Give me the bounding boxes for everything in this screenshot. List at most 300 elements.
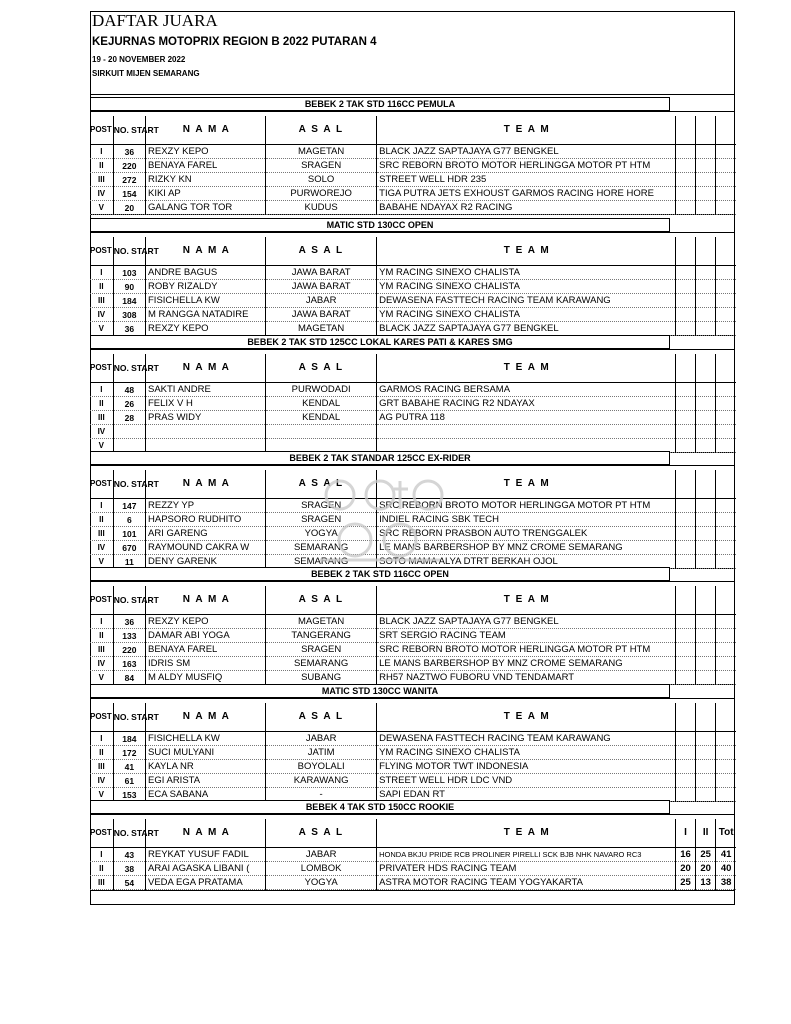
round-2-header [696, 116, 716, 145]
round-1-points: 16 [675, 848, 695, 862]
rider-origin: SRAGEN [266, 643, 377, 657]
position: IV [90, 187, 113, 201]
team-name: HONDA BKJU PRIDE RCB PROLINER PIRELLI SCK BJB NHK NAVARO RC3 [377, 848, 676, 862]
total-points [716, 732, 736, 746]
round-1-points [675, 266, 695, 280]
round-1-points [675, 201, 695, 215]
result-row [90, 746, 736, 760]
round-1-header [675, 703, 695, 732]
rider-origin: MAGETAN [266, 615, 377, 629]
position: IV [90, 308, 113, 322]
total-points: 41 [716, 848, 736, 862]
pos-header: POST [90, 586, 113, 615]
total-points [716, 294, 736, 308]
start-number: 308 [113, 308, 145, 322]
result-row [90, 201, 736, 215]
asal-header: A S A L [266, 354, 377, 383]
start-number: 184 [113, 732, 145, 746]
rider-name: M RANGGA NATADIRE [146, 308, 266, 322]
total-points [716, 145, 736, 159]
rider-origin: PURWOREJO [266, 187, 377, 201]
team-name: INDIEL RACING SBK TECH [377, 513, 676, 527]
rider-origin: SRAGEN [266, 159, 377, 173]
round-1-header [675, 586, 695, 615]
asal-header: A S A L [266, 703, 377, 732]
team-name: SRC REBORN BROTO MOTOR HERLINGGA MOTOR PT HTM [377, 499, 676, 513]
round-1-header [675, 354, 695, 383]
total-points: 38 [716, 876, 736, 890]
round-2-points [696, 173, 716, 187]
team-name: SRC REBORN BROTO MOTOR HERLINGGA MOTOR PT HTM [377, 643, 676, 657]
start-number: 153 [113, 788, 145, 802]
rider-name: IDRIS SM [146, 657, 266, 671]
no-start-header: NO. START [113, 586, 145, 615]
round-1-points [675, 615, 695, 629]
result-row [90, 629, 736, 643]
start-number: 43 [113, 848, 145, 862]
round-1-points [675, 397, 695, 411]
rider-origin: JAWA BARAT [266, 266, 377, 280]
team-name: BLACK JAZZ SAPTAJAYA G77 BENGKEL [377, 322, 676, 336]
results-table [90, 237, 736, 336]
round-2-points [696, 187, 716, 201]
rider-name: HAPSORO RUDHITO [146, 513, 266, 527]
round-1-header [675, 237, 695, 266]
team-name: SRC REBORN BROTO MOTOR HERLINGGA MOTOR PT HTM [377, 159, 676, 173]
result-row [90, 266, 736, 280]
rider-origin: JAWA BARAT [266, 280, 377, 294]
rider-origin: SRAGEN [266, 513, 377, 527]
round-1-points [675, 187, 695, 201]
rider-origin: SOLO [266, 173, 377, 187]
position: V [90, 671, 113, 685]
result-row [90, 657, 736, 671]
name-header: N A M A [146, 703, 266, 732]
rider-origin: BOYOLALI [266, 760, 377, 774]
round-2-points [696, 513, 716, 527]
pos-header: POST [90, 354, 113, 383]
total-points [716, 280, 736, 294]
position: III [90, 411, 113, 425]
start-number: 220 [113, 159, 145, 173]
round-1-points [675, 527, 695, 541]
total-points [716, 555, 736, 569]
position: I [90, 145, 113, 159]
round-2-header [696, 703, 716, 732]
team-name: AG PUTRA 118 [377, 411, 676, 425]
round-1-points [675, 280, 695, 294]
category-title: BEBEK 2 TAK STANDAR 125CC EX-RIDER [90, 451, 670, 465]
result-row [90, 615, 736, 629]
round-1-points [675, 788, 695, 802]
total-header [716, 703, 736, 732]
team-name: STREET WELL HDR LDC VND [377, 774, 676, 788]
position: I [90, 499, 113, 513]
team-name: GRT BABAHE RACING R2 NDAYAX [377, 397, 676, 411]
round-2-points [696, 383, 716, 397]
pos-header: POST [90, 237, 113, 266]
category-title: BEBEK 2 TAK STD 116CC OPEN [90, 567, 670, 581]
round-1-points [675, 555, 695, 569]
position: V [90, 322, 113, 336]
team-name: FLYING MOTOR TWT INDONESIA [377, 760, 676, 774]
result-row [90, 145, 736, 159]
rider-name: BENAYA FAREL [146, 643, 266, 657]
total-header [716, 354, 736, 383]
total-points [716, 541, 736, 555]
result-row [90, 411, 736, 425]
rider-name: KIKI AP [146, 187, 266, 201]
rider-origin: JABAR [266, 732, 377, 746]
rider-origin: KENDAL [266, 411, 377, 425]
rider-name: GALANG TOR TOR [146, 201, 266, 215]
position: IV [90, 541, 113, 555]
rider-origin: JATIM [266, 746, 377, 760]
round-1-points [675, 513, 695, 527]
round-1-points [675, 425, 695, 439]
position: I [90, 732, 113, 746]
round-2-points: 13 [696, 876, 716, 890]
position: II [90, 280, 113, 294]
rider-origin: SEMARANG [266, 555, 377, 569]
category-title: BEBEK 2 TAK STD 125CC LOKAL KARES PATI & KARES SMG [90, 335, 670, 349]
pos-header: POST [90, 116, 113, 145]
rider-name: REXZY KEPO [146, 322, 266, 336]
start-number: 61 [113, 774, 145, 788]
asal-header: A S A L [266, 470, 377, 499]
start-number: 670 [113, 541, 145, 555]
start-number: 20 [113, 201, 145, 215]
team-header: T E A M [377, 586, 676, 615]
total-points [716, 266, 736, 280]
table-header-row [90, 237, 736, 266]
round-1-points [675, 383, 695, 397]
position: I [90, 266, 113, 280]
asal-header: A S A L [266, 237, 377, 266]
start-number: 272 [113, 173, 145, 187]
round-1-points: 20 [675, 862, 695, 876]
position: III [90, 294, 113, 308]
result-row [90, 527, 736, 541]
round-2-points [696, 439, 716, 453]
result-row [90, 294, 736, 308]
start-number: 54 [113, 876, 145, 890]
start-number: 38 [113, 862, 145, 876]
round-2-points [696, 760, 716, 774]
team-name: GARMOS RACING BERSAMA [377, 383, 676, 397]
start-number: 36 [113, 322, 145, 336]
rider-name: M ALDY MUSFIQ [146, 671, 266, 685]
table-header-row [90, 819, 736, 848]
round-2-points: 25 [696, 848, 716, 862]
round-1-points [675, 322, 695, 336]
round-1-points [675, 732, 695, 746]
rider-name: ECA SABANA [146, 788, 266, 802]
round-1-points [675, 629, 695, 643]
round-2-points [696, 294, 716, 308]
round-1-points [675, 159, 695, 173]
round-2-points [696, 788, 716, 802]
position: I [90, 615, 113, 629]
round-2-header: II [696, 819, 716, 848]
round-1-header [675, 116, 695, 145]
total-points [716, 439, 736, 453]
result-row [90, 876, 736, 890]
team-name: YM RACING SINEXO CHALISTA [377, 308, 676, 322]
team-name: YM RACING SINEXO CHALISTA [377, 280, 676, 294]
round-2-points [696, 657, 716, 671]
team-name: SOTO MAMA ALYA DTRT BERKAH OJOL [377, 555, 676, 569]
no-start-header: NO. START [113, 354, 145, 383]
table-header-row [90, 116, 736, 145]
rider-origin: KENDAL [266, 397, 377, 411]
total-points [716, 760, 736, 774]
rider-origin: YOGYA [266, 876, 377, 890]
result-row [90, 187, 736, 201]
result-row [90, 383, 736, 397]
round-2-points [696, 411, 716, 425]
rider-name: SUCI MULYANI [146, 746, 266, 760]
name-header: N A M A [146, 116, 266, 145]
result-row [90, 308, 736, 322]
round-2-header [696, 354, 716, 383]
no-start-header: NO. START [113, 470, 145, 499]
round-2-points [696, 527, 716, 541]
rider-name: ROBY RIZALDY [146, 280, 266, 294]
round-2-points [696, 774, 716, 788]
team-name: BLACK JAZZ SAPTAJAYA G77 BENGKEL [377, 145, 676, 159]
round-2-points [696, 746, 716, 760]
round-2-points [696, 159, 716, 173]
team-name: LE MANS BARBERSHOP BY MNZ CROME SEMARANG [377, 541, 676, 555]
event-venue: SIRKUIT MIJEN SEMARANG [92, 69, 200, 78]
total-points [716, 746, 736, 760]
rider-name: ARAI AGASKA LIBANI ( [146, 862, 266, 876]
result-row [90, 499, 736, 513]
position: IV [90, 657, 113, 671]
team-header: T E A M [377, 470, 676, 499]
rider-name: REZZY YP [146, 499, 266, 513]
round-2-header [696, 586, 716, 615]
rider-origin: SUBANG [266, 671, 377, 685]
table-header-row [90, 470, 736, 499]
table-header-row [90, 586, 736, 615]
result-row [90, 732, 736, 746]
result-row [90, 643, 736, 657]
team-name: RH57 NAZTWO FUBORU VND TENDAMART [377, 671, 676, 685]
position: IV [90, 774, 113, 788]
event-date: 19 - 20 NOVEMBER 2022 [92, 55, 186, 64]
total-points [716, 425, 736, 439]
asal-header: A S A L [266, 586, 377, 615]
total-header [716, 116, 736, 145]
result-row [90, 774, 736, 788]
total-points [716, 643, 736, 657]
no-start-header: NO. START [113, 819, 145, 848]
position: IV [90, 425, 113, 439]
rider-name: REYKAT YUSUF FADIL [146, 848, 266, 862]
results-table [90, 586, 736, 685]
team-header: T E A M [377, 703, 676, 732]
start-number: 172 [113, 746, 145, 760]
results-table [90, 703, 736, 802]
position: II [90, 629, 113, 643]
start-number: 28 [113, 411, 145, 425]
rider-origin: YOGYA [266, 527, 377, 541]
position: III [90, 643, 113, 657]
category-title: MATIC STD 130CC WANITA [90, 684, 670, 698]
position: III [90, 173, 113, 187]
total-points: 40 [716, 862, 736, 876]
category-title: MATIC STD 130CC OPEN [90, 218, 670, 232]
team-header: T E A M [377, 354, 676, 383]
round-2-points [696, 643, 716, 657]
position: III [90, 760, 113, 774]
start-number: 41 [113, 760, 145, 774]
table-header-row [90, 354, 736, 383]
start-number: 103 [113, 266, 145, 280]
pos-header: POST [90, 703, 113, 732]
total-points [716, 159, 736, 173]
total-points [716, 397, 736, 411]
start-number [113, 425, 145, 439]
round-1-points [675, 643, 695, 657]
name-header: N A M A [146, 470, 266, 499]
rider-origin [266, 425, 377, 439]
position: II [90, 159, 113, 173]
rider-name: DAMAR ABI YOGA [146, 629, 266, 643]
total-points [716, 629, 736, 643]
rider-origin: SEMARANG [266, 657, 377, 671]
asal-header: A S A L [266, 819, 377, 848]
result-row [90, 848, 736, 862]
position: V [90, 439, 113, 453]
round-1-points [675, 746, 695, 760]
rider-name: EGI ARISTA [146, 774, 266, 788]
start-number: 36 [113, 145, 145, 159]
round-2-points [696, 145, 716, 159]
round-2-points [696, 266, 716, 280]
rider-origin: SRAGEN [266, 499, 377, 513]
rider-origin: KARAWANG [266, 774, 377, 788]
total-points [716, 411, 736, 425]
result-row [90, 760, 736, 774]
results-table [90, 470, 736, 569]
rider-name: ARI GARENG [146, 527, 266, 541]
result-row [90, 322, 736, 336]
table-header-row [90, 703, 736, 732]
round-1-points [675, 671, 695, 685]
rider-name: RAYMOUND CAKRA W [146, 541, 266, 555]
no-start-header: NO. START [113, 237, 145, 266]
total-points [716, 308, 736, 322]
round-1-points: 25 [675, 876, 695, 890]
rider-origin: JABAR [266, 294, 377, 308]
start-number: 101 [113, 527, 145, 541]
round-2-header [696, 470, 716, 499]
rider-name: SAKTI ANDRE [146, 383, 266, 397]
team-name: SAPI EDAN RT [377, 788, 676, 802]
asal-header: A S A L [266, 116, 377, 145]
name-header: N A M A [146, 586, 266, 615]
position: II [90, 397, 113, 411]
result-row [90, 173, 736, 187]
round-2-points [696, 308, 716, 322]
team-name [377, 425, 676, 439]
rider-origin: LOMBOK [266, 862, 377, 876]
round-1-points [675, 308, 695, 322]
rider-name: FELIX V H [146, 397, 266, 411]
round-1-points [675, 541, 695, 555]
team-name: SRC REBORN PRASBON AUTO TRENGGALEK [377, 527, 676, 541]
position: I [90, 383, 113, 397]
result-row [90, 280, 736, 294]
round-2-header [696, 237, 716, 266]
results-table [90, 819, 736, 890]
team-name: BLACK JAZZ SAPTAJAYA G77 BENGKEL [377, 615, 676, 629]
start-number: 163 [113, 657, 145, 671]
rider-name: REXZY KEPO [146, 145, 266, 159]
rider-origin: MAGETAN [266, 322, 377, 336]
total-points [716, 788, 736, 802]
category-title: BEBEK 4 TAK STD 150CC ROOKIE [90, 800, 670, 814]
start-number: 154 [113, 187, 145, 201]
total-points [716, 499, 736, 513]
rider-origin: JAWA BARAT [266, 308, 377, 322]
round-2-points [696, 671, 716, 685]
rider-name: VEDA EGA PRATAMA [146, 876, 266, 890]
rider-origin: KUDUS [266, 201, 377, 215]
rider-origin: JABAR [266, 848, 377, 862]
round-1-points [675, 173, 695, 187]
round-2-points [696, 322, 716, 336]
start-number: 11 [113, 555, 145, 569]
round-1-points [675, 657, 695, 671]
start-number: 147 [113, 499, 145, 513]
results-table [90, 116, 736, 215]
round-1-header [675, 470, 695, 499]
rider-name [146, 425, 266, 439]
team-name: DEWASENA FASTTECH RACING TEAM KARAWANG [377, 732, 676, 746]
result-row [90, 862, 736, 876]
team-name: PRIVATER HDS RACING TEAM [377, 862, 676, 876]
position: I [90, 848, 113, 862]
total-points [716, 671, 736, 685]
name-header: N A M A [146, 819, 266, 848]
result-row [90, 425, 736, 439]
rider-name: FISICHELLA KW [146, 294, 266, 308]
total-points [716, 527, 736, 541]
start-number: 84 [113, 671, 145, 685]
rider-name: FISICHELLA KW [146, 732, 266, 746]
round-2-points [696, 615, 716, 629]
category-title: BEBEK 2 TAK STD 116CC PEMULA [90, 97, 670, 111]
total-points [716, 201, 736, 215]
rider-name: RIZKY KN [146, 173, 266, 187]
team-name: BABAHE NDAYAX R2 RACING [377, 201, 676, 215]
team-name: LE MANS BARBERSHOP BY MNZ CROME SEMARANG [377, 657, 676, 671]
round-2-points [696, 425, 716, 439]
name-header: N A M A [146, 354, 266, 383]
start-number: 133 [113, 629, 145, 643]
team-header: T E A M [377, 819, 676, 848]
pos-header: POST [90, 819, 113, 848]
total-points [716, 657, 736, 671]
round-1-points [675, 499, 695, 513]
total-header [716, 237, 736, 266]
team-name: YM RACING SINEXO CHALISTA [377, 746, 676, 760]
team-name: YM RACING SINEXO CHALISTA [377, 266, 676, 280]
